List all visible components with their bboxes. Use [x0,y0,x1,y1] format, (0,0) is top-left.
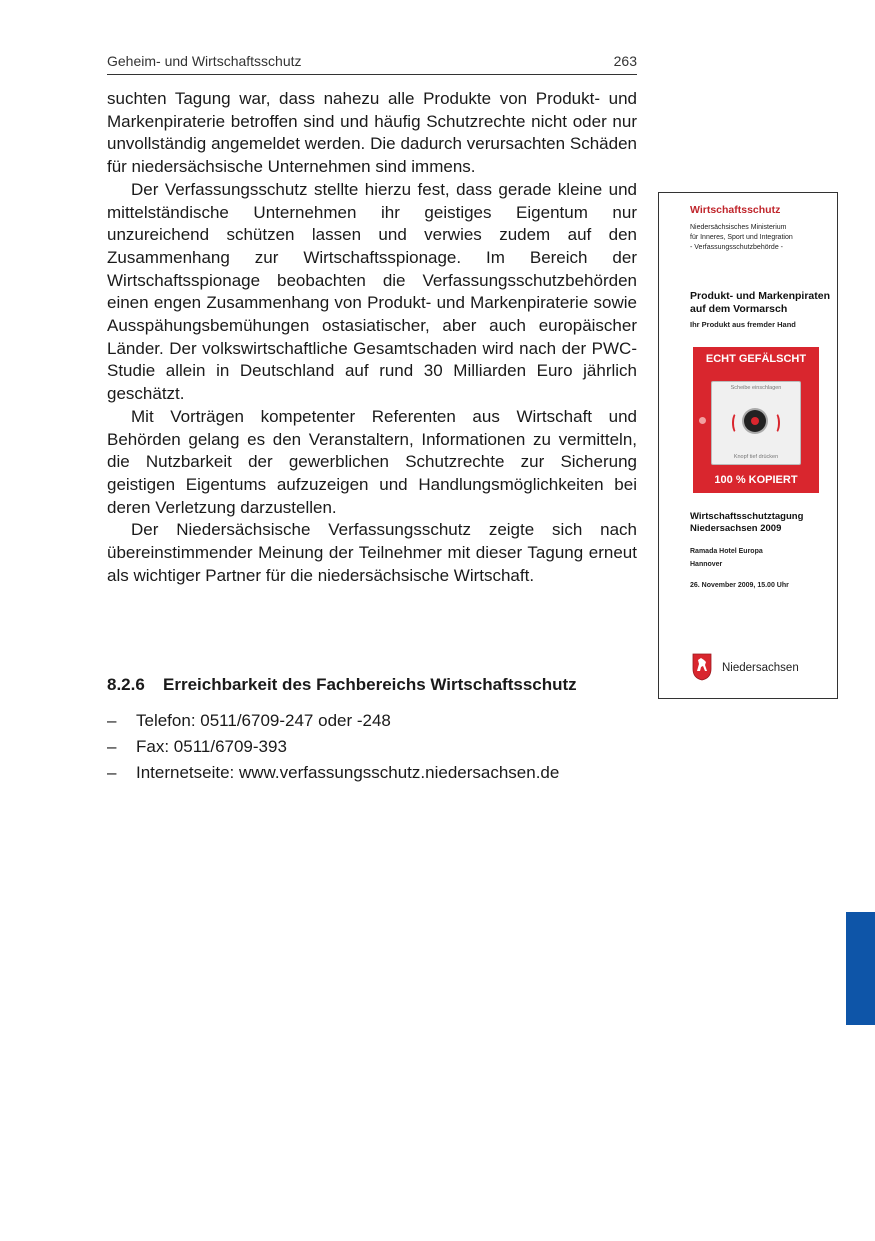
event-flyer [658,192,838,699]
flyer-brand: Wirtschaftsschutz [690,204,781,216]
screw-icon [699,417,706,424]
flyer-headline-line: Produkt- und Markenpiraten [690,290,831,302]
alarm-glass-panel [711,381,801,465]
fire-alarm-image [693,347,819,493]
paragraph: Der Niedersächsische Verfassungsschutz zeigte sich nach übereinstimmender Meinung der Teilnehmer mit dieser Tagung erneut als wichtiger Partner für die niedersächsische Wirtschaft. [107,520,637,585]
section-number: 8.2.6 [107,675,145,694]
list-item [107,734,637,760]
paragraph: suchten Tagung war, dass nahezu alle Produkte von Produkt- und Markenpiraterie betroffen sind und häufig Schutzrechte nicht oder nur unvollständig angemeldet werden. Die dadurch verursachten Schäden für niedersächsische Unternehmen sind immens. [107,89,637,177]
flyer-ministry-line: für Inneres, Sport und Integration [690,234,793,241]
section-heading [107,674,637,696]
paragraph: Mit Vorträgen kompetenter Referenten aus Wirtschaft und Behörden gelang es den Veranstaltern, Informationen zu vermitteln, die Nutzbarkeit der gewerblichen Schutzrechte zur Sicherung geistigen Eigentums aufzuzeigen und Handlungsmöglichkeiten bei deren Verletzung darzustellen. [107,406,637,517]
flyer-headline-line: auf dem Vormarsch [690,303,788,315]
glass-bottom-text: Knopf tief drücken [733,454,779,460]
niedersachsen-crest-icon [692,653,712,681]
chapter-thumb-tab [846,912,875,1025]
flyer-ministry-line: Niedersächsisches Ministerium [690,224,787,231]
paragraph: Der Verfassungsschutz stellte hierzu fest, dass gerade kleine und mittelständische Unternehmen ihr geistiges Eigentum nur unzureichend schützen lassen und verwies zudem auf den Zusammenhang zur Wirtschaftsspionage. Im Bereich der Wirtschaftsspionage beobachten die Verfassungsschutzbehörden einen engen Zusammenhang von Produkt- und Markenpiraterie sowie Ausspähungsbemühungen ostasiatischer, aber auch europäischer Länder. Der volkswirtschaftliche Gesamtschaden wird nach der PWC-Studie allein in Deutschland auf rund 30 Milliarden Euro jährlich geschätzt. [107,179,637,404]
running-header [107,52,637,75]
flyer-event [690,511,803,535]
list-item [107,760,637,786]
list-dash: – [107,737,117,756]
image-bottom-text: 100 % KOPIERT [714,474,798,486]
flyer-date: 26. November 2009, 15.00 Uhr [690,582,789,589]
contact-fax: Fax: 0511/6709-393 [136,737,287,756]
flyer-location-line: Ramada Hotel Europa [690,548,763,555]
contact-phone: Telefon: 0511/6709-247 oder -248 [136,711,391,730]
signal-wave-icon [770,412,780,434]
image-top-text: ECHT GEFÄLSCHT [705,353,807,365]
contact-list [107,708,637,786]
flyer-event-line: Wirtschaftsschutztagung [690,511,804,522]
signal-wave-icon [732,412,742,434]
section-title-text: Erreichbarkeit des Fachbereichs Wirtschaftsschutz [163,675,577,694]
contact-website: Internetseite: www.verfassungsschutz.niedersachsen.de [136,763,560,782]
flyer-subline: Ihr Produkt aus fremder Hand [690,320,796,329]
flyer-headline [690,290,830,316]
alarm-button-icon [744,410,766,432]
running-header-title: Geheim- und Wirtschaftsschutz [107,53,302,69]
flyer-location [690,545,763,571]
flyer-location-line: Hannover [690,561,723,568]
flyer-event-line: Niedersachsen 2009 [690,523,782,534]
flyer-ministry [690,223,793,253]
glass-top-text: Scheibe einschlagen [730,385,782,391]
list-dash: – [107,711,117,730]
page-number: 263 [613,53,637,69]
list-dash: – [107,763,117,782]
flyer-ministry-line: - Verfassungsschutzbehörde - [690,244,783,251]
list-item [107,708,637,734]
flyer-logo-text: Niedersachsen [722,662,799,674]
body-text [107,88,637,587]
